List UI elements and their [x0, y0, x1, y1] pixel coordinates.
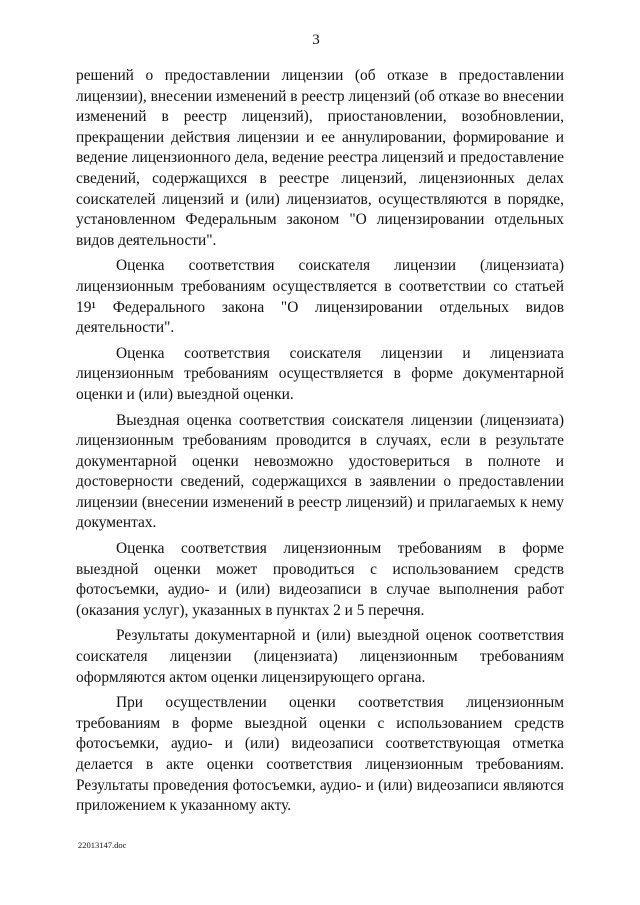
- paragraph-photo-video: Оценка соответствия лицензионным требованиям в форме выездной оценки может проводиться с использованием средств фотосъемки, аудио- и (или) видеозаписи в случае выполнения работ (оказания услуг), указанных в пунктах 2 и 5 перечня.: [76, 540, 564, 619]
- page-number: 3: [312, 32, 320, 48]
- paragraph-results: Результаты документарной и (или) выездной оценок соответствия соискателя лицензии (лицензиата) лицензионным требованиям оформляются актом оценки лицензирующего органа.: [76, 627, 564, 686]
- paragraph-assessment-form: Оценка соответствия соискателя лицензии и лицензиата лицензионным требованиям осуществляется в форме документарной оценки и (или) выездной оценки.: [76, 344, 564, 403]
- paragraph-continuation: решений о предоставлении лицензии (об отказе в предоставлении лицензии), внесении изменений в реестр лицензий (об отказе во внесении изменений в реестр лицензий), приостановлении, возобновлении, прекращении действия лицензии и ее аннулировании, формирование и ведение лицензионного дела, ведение реестра лицензий и предоставление сведений, содержащихся в реестре лицензий, лицензионных делах соискателей лицензий и (или) лицензиатов, осуществляются в порядке, установленном Федеральным законом "О лицензировании отдельных видов деятельности".: [76, 67, 564, 249]
- document-body: [76, 66, 564, 817]
- paragraph-onsite-assessment: Выездная оценка соответствия соискателя лицензии (лицензиата) лицензионным требованиям проводится в случаях, если в результате документарной оценки невозможно удостовериться в полноте и достоверности сведений, содержащихся в заявлении о предоставлении лицензии (внесении изменений в реестр лицензий) и прилагаемых к нему документах.: [76, 411, 564, 532]
- footer-file-code: 22013147.doc: [78, 840, 127, 850]
- paragraph-record: При осуществлении оценки соответствия лицензионным требованиям в форме выездной оценки с использованием средств фотосъемки, аудио- и (или) видеозаписи соответствующая отметка делается в акте оценки соответствия лицензионным требованиям. Результаты проведения фотосъемки, аудио- и (или) видеозаписи являются приложением к указанному акту.: [76, 694, 564, 815]
- paragraph-assessment-basis: Оценка соответствия соискателя лицензии (лицензиата) лицензионным требованиям осуществляется в соответствии со статьей 19¹ Федерального закона "О лицензировании отдельных видов деятельности".: [76, 257, 564, 337]
